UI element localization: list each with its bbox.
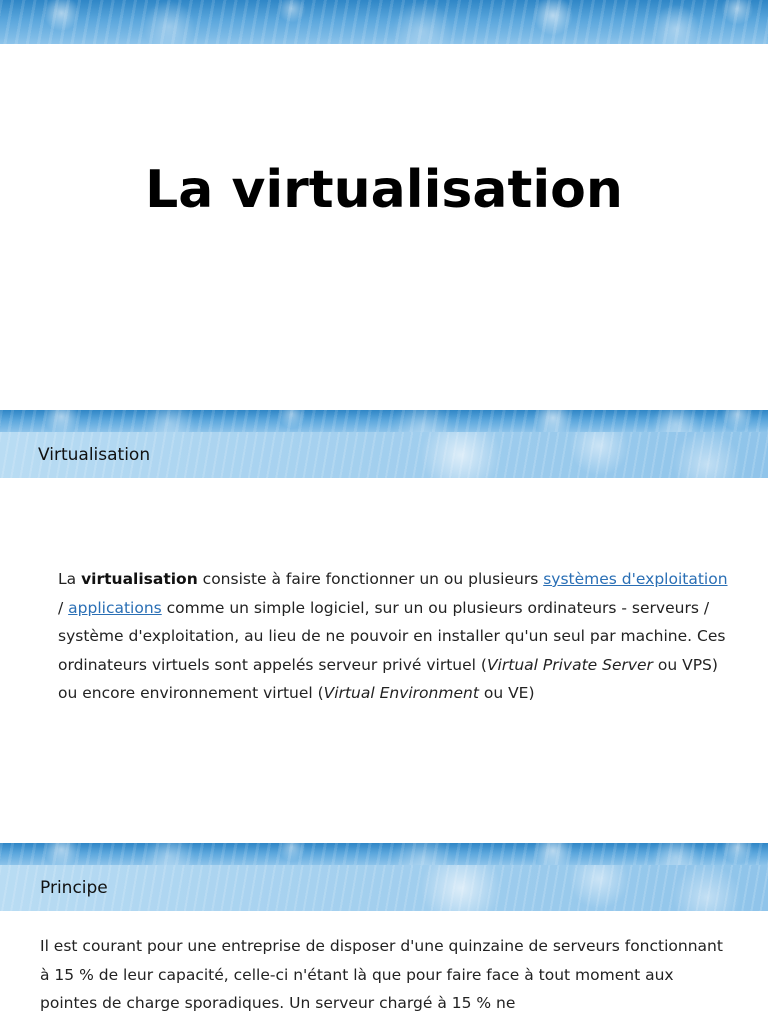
italic-term: Virtual Environment: [323, 684, 479, 702]
link-applications[interactable]: applications: [68, 598, 162, 617]
section-banner-virtualisation: [0, 410, 768, 432]
section-header-virtualisation: [0, 432, 768, 478]
text-run: /: [58, 598, 69, 617]
virtualisation-paragraph: [58, 565, 728, 708]
text-run: consiste à faire fonctionner un ou plusieurs: [197, 570, 544, 588]
bold-term: virtualisation: [81, 570, 198, 588]
top-banner: [0, 0, 768, 44]
text-run: La: [58, 570, 82, 588]
text-run: ou VE): [478, 684, 535, 702]
italic-term: Virtual Private Server: [486, 655, 653, 674]
section-title-virtualisation: Virtualisation: [38, 445, 151, 465]
text-run: comme un simple logiciel, sur un ou plusieurs ordinateurs - serveurs / système d'exploitation, au lieu de ne pouvoir en installer qu'un seul par machine. Ces ordinateurs virtuels sont appelés serveur privé virtuel (: [58, 598, 726, 674]
section-title-principe: Principe: [40, 878, 108, 898]
link-systemes-exploitation[interactable]: systèmes d'exploitation: [543, 570, 728, 588]
section-banner-principe: [0, 843, 768, 865]
principe-paragraph: Il est courant pour une entreprise de disposer d'une quinzaine de serveurs fonctionnant à 15 % de leur capacité, celle-ci n'étant là que pour faire face à tout moment aux pointes de charge sporadiques. Un serveur chargé à 15 % ne: [40, 937, 723, 1012]
section-header-principe: [0, 865, 768, 911]
slide-title: La virtualisation: [145, 160, 623, 220]
text-run: ou VPS) ou encore environnement virtuel (: [58, 655, 718, 702]
